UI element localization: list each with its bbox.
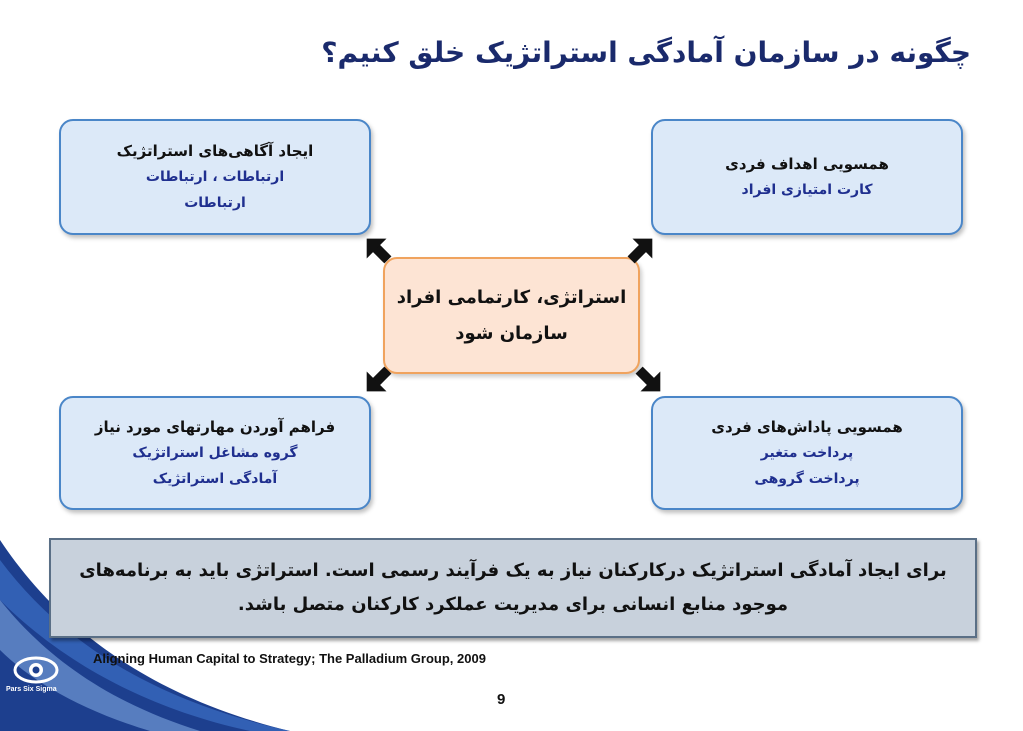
box-personal-goals — [651, 119, 963, 235]
arrow-up-right-icon — [621, 230, 661, 270]
box-subtext: ارتباطات ، ارتباطات — [145, 169, 285, 185]
box-subtext: گروه مشاغل استراتژیک — [132, 445, 298, 461]
note-text: موجود منابع انسانی برای مدیریت عملکرد کارکنان متصل باشد. — [237, 594, 789, 615]
box-strategic-awareness — [59, 119, 371, 235]
logo-text: Pars Six Sigma — [6, 686, 57, 693]
box-heading: فراهم آوردن مهارتهای مورد نیاز — [94, 418, 336, 436]
box-personal-rewards — [651, 396, 963, 510]
logo-emblem-icon — [12, 654, 60, 686]
center-text: سازمان شود — [455, 322, 568, 344]
center-box — [383, 257, 640, 374]
note-text: برای ایجاد آمادگی استراتژیک درکارکنان نیاز به یک فرآیند رسمی است. استراتژی باید به برنامه‌های — [79, 560, 947, 581]
arrow-up-left-icon — [358, 230, 398, 270]
box-subtext: پرداخت متغیر — [760, 445, 854, 461]
box-required-skills — [59, 396, 371, 510]
page-number: 9 — [497, 691, 506, 708]
box-subtext: ارتباطات — [184, 195, 246, 211]
box-heading: همسویی اهداف فردی — [725, 155, 889, 173]
arrow-down-right-icon — [629, 360, 669, 400]
box-subtext: پرداخت گروهی — [754, 471, 860, 487]
box-heading: همسویی پاداش‌های فردی — [711, 418, 903, 436]
center-text: استراتژی، کارتمامی افراد — [396, 286, 627, 308]
citation: Aligning Human Capital to Strategy; The Palladium Group, 2009 — [93, 651, 486, 666]
arrow-down-left-icon — [358, 360, 398, 400]
page-title: چگونه در سازمان آمادگی استراتژیک خلق کنیم؟ — [321, 36, 971, 69]
note-box — [49, 538, 977, 638]
box-heading: ایجاد آگاهی‌های استراتژیک — [116, 142, 314, 160]
box-subtext: آمادگی استراتژیک — [152, 471, 278, 487]
box-subtext: کارت امتیازی افراد — [741, 182, 873, 198]
